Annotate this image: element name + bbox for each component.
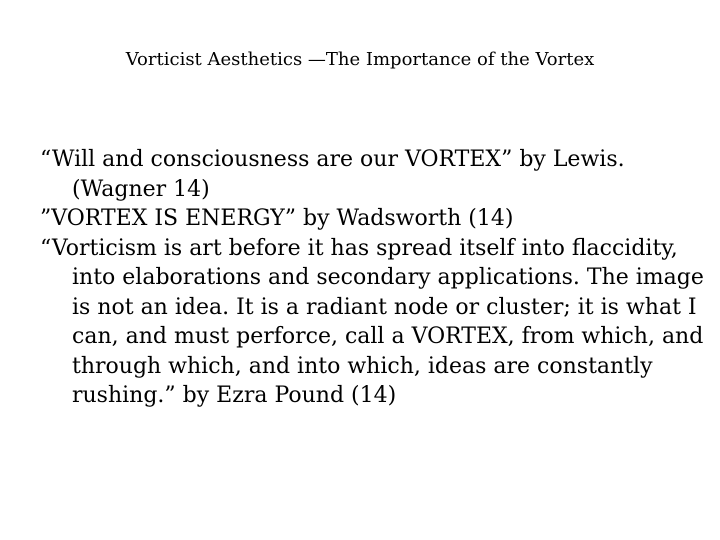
slide-body xyxy=(40,145,710,411)
quote-wadsworth: ”VORTEX IS ENERGY” by Wadsworth (14) xyxy=(40,206,514,231)
quote-lewis: “Will and consciousness are our VORTEX” by Lewis. (Wagner 14) xyxy=(40,147,625,202)
slide-title: Vorticist Aesthetics —The Importance of the Vortex xyxy=(125,49,595,70)
quote-pound: “Vorticism is art before it has spread itself into flaccidity, into elaborations and secondary applications. The image is not an idea. It is a radiant node or cluster; it is what I can, and must perforce, call a VORTEX, from which, and through which, and into which, ideas are constantly rushing.” by Ezra Pound (14) xyxy=(40,235,704,408)
